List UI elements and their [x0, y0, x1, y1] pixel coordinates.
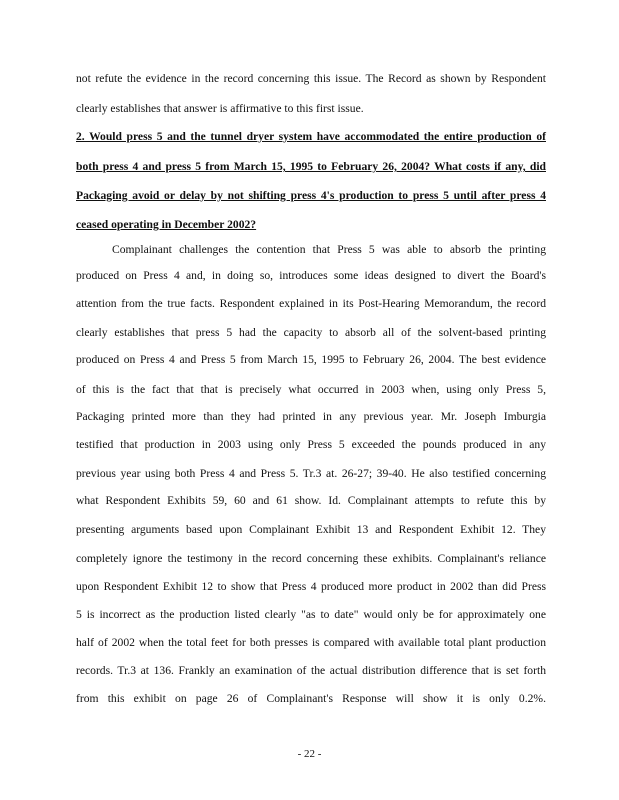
issue-heading-line-3: Packaging avoid or delay by not shifting press 4's production to press 5 until after press 4 — [76, 189, 546, 202]
body-line-2: produced on Press 4 and, in doing so, introduces some ideas designed to divert the Board's — [76, 269, 546, 282]
body-line-6: of this is the fact that that is precisely what occurred in 2003 when, using only Press 5, — [76, 383, 546, 396]
intro-line-2: clearly establishes that answer is affirmative to this first issue. — [76, 102, 364, 115]
body-line-17: from this exhibit on page 26 of Complainant's Response will show it is only 0.2%. — [76, 692, 546, 705]
issue-heading-line-2: both press 4 and press 5 from March 15, 1995 to February 26, 2004? What costs if any, did — [76, 160, 546, 173]
body-line-16: records. Tr.3 at 136. Frankly an examination of the actual distribution difference that is set forth — [76, 664, 546, 677]
issue-heading-line-4: ceased operating in December 2002? — [76, 218, 257, 231]
body-line-3: attention from the true facts. Respondent explained in its Post-Hearing Memorandum, the record — [76, 297, 546, 310]
body-line-4: clearly establishes that press 5 had the capacity to absorb all of the solvent-based printing — [76, 326, 546, 339]
body-line-1: Complainant challenges the contention that Press 5 was able to absorb the printing — [112, 243, 546, 256]
body-line-7: Packaging printed more than they had printed in any previous year. Mr. Joseph Imburgia — [76, 410, 546, 423]
body-line-15: half of 2002 when the total feet for both presses is compared with available total plant production — [76, 636, 546, 649]
issue-heading-line-1: 2. Would press 5 and the tunnel dryer system have accommodated the entire production of — [76, 130, 546, 143]
intro-line-1: not refute the evidence in the record concerning this issue. The Record as shown by Respondent — [76, 72, 546, 85]
body-line-14: 5 is incorrect as the production listed clearly "as to date" would only be for approximately one — [76, 608, 546, 621]
page-number: - 22 - — [297, 748, 322, 760]
body-line-5: produced on Press 4 and Press 5 from March 15, 1995 to February 26, 2004. The best evidence — [76, 353, 546, 366]
body-line-10: what Respondent Exhibits 59, 60 and 61 show. Id. Complainant attempts to refute this by — [76, 494, 546, 507]
body-line-12: completely ignore the testimony in the record concerning these exhibits. Complainant's reliance — [76, 552, 546, 565]
body-line-13: upon Respondent Exhibit 12 to show that Press 4 produced more product in 2002 than did Press — [76, 580, 546, 593]
body-line-11: presenting arguments based upon Complainant Exhibit 13 and Respondent Exhibit 12. They — [76, 523, 546, 536]
body-line-9: previous year using both Press 4 and Press 5. Tr.3 at. 26-27; 39-40. He also testified concerning — [76, 467, 546, 480]
body-line-8: testified that production in 2003 using only Press 5 exceeded the pounds produced in any — [76, 438, 546, 451]
